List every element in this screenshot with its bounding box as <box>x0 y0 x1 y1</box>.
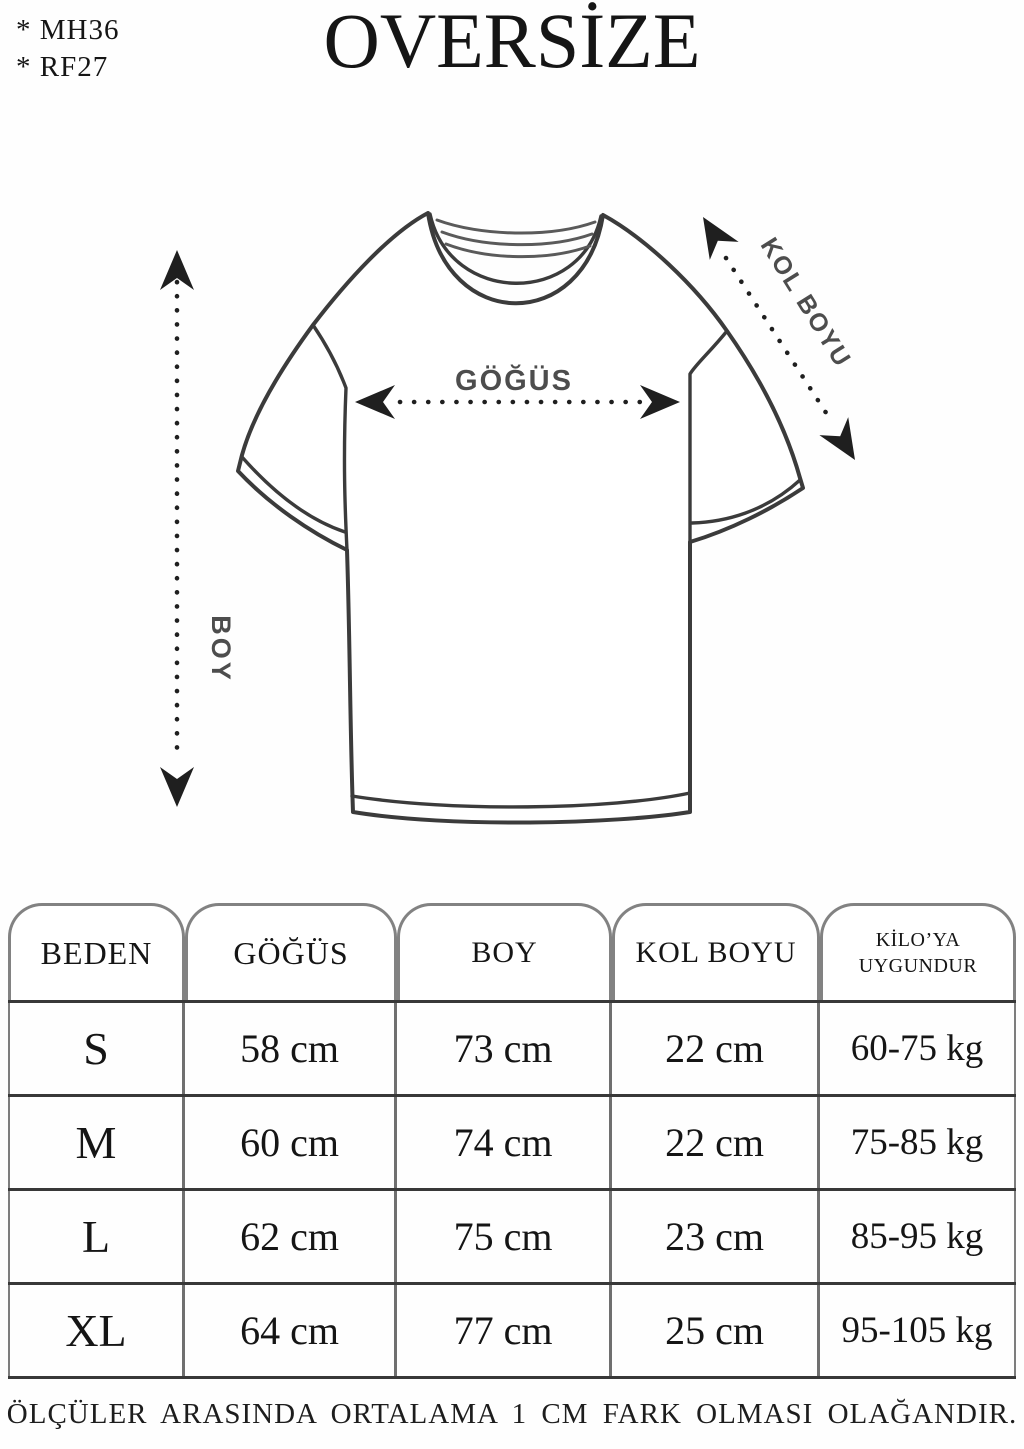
sleeve-label: KOL BOYU <box>754 232 857 373</box>
tolerance-note: ÖLÇÜLER ARASINDA ORTALAMA 1 CM FARK OLMASI OLAĞANDIR. <box>6 1398 1018 1430</box>
cell-sleeve: 25 cm <box>612 1285 820 1376</box>
header-label <box>853 927 983 979</box>
cell-sleeve: 22 cm <box>612 1097 820 1188</box>
header-label-line1: KİLO’YA <box>875 929 961 951</box>
size-table-header <box>8 903 1016 1003</box>
cell-sleeve: 23 cm <box>612 1191 820 1282</box>
sleeve-arrow-head-top <box>689 208 739 260</box>
cell-weight: 85-95 kg <box>820 1191 1016 1282</box>
sleeve-arrow-head-bottom <box>819 417 869 469</box>
cell-size: XL <box>8 1285 185 1376</box>
header-label: BEDEN <box>40 934 153 971</box>
length-label: BOY <box>206 615 236 683</box>
product-code-line: * RF27 <box>16 51 109 83</box>
cell-weight: 75-85 kg <box>820 1097 1016 1188</box>
table-header-boy <box>397 903 612 1000</box>
cell-chest: 60 cm <box>185 1097 397 1188</box>
cell-size: S <box>8 1003 185 1094</box>
table-row-xl <box>8 1285 1016 1379</box>
size-table <box>8 903 1016 1379</box>
cell-chest: 58 cm <box>185 1003 397 1094</box>
cell-length: 75 cm <box>397 1191 612 1282</box>
back-neck-line <box>437 220 595 233</box>
cell-length: 74 cm <box>397 1097 612 1188</box>
cell-chest: 64 cm <box>185 1285 397 1376</box>
table-header-gogus <box>185 903 397 1000</box>
table-header-beden <box>8 903 185 1000</box>
page-title: OVERSİZE <box>323 0 701 84</box>
cell-size: M <box>8 1097 185 1188</box>
tshirt-outline <box>238 213 803 823</box>
length-arrow-head-bottom <box>160 767 194 807</box>
cell-size: L <box>8 1191 185 1282</box>
table-row-m <box>8 1097 1016 1191</box>
header-label: GÖĞÜS <box>233 934 349 971</box>
table-header-kiloya-uygundur <box>820 903 1016 1000</box>
table-row-l <box>8 1191 1016 1285</box>
chest-label: GÖĞÜS <box>455 365 573 397</box>
product-code-line: * MH36 <box>16 14 120 46</box>
table-header-kol-boyu <box>612 903 820 1000</box>
cell-chest: 62 cm <box>185 1191 397 1282</box>
cell-weight: 95-105 kg <box>820 1285 1016 1376</box>
header-label: BOY <box>471 936 538 969</box>
cell-length: 73 cm <box>397 1003 612 1094</box>
cell-weight: 60-75 kg <box>820 1003 1016 1094</box>
header-label: KOL BOYU <box>635 936 797 969</box>
cell-sleeve: 22 cm <box>612 1003 820 1094</box>
header-label-line2: UYGUNDUR <box>858 955 978 977</box>
tshirt-measurement-diagram <box>150 160 910 850</box>
cell-length: 77 cm <box>397 1285 612 1376</box>
table-row-s <box>8 1003 1016 1097</box>
